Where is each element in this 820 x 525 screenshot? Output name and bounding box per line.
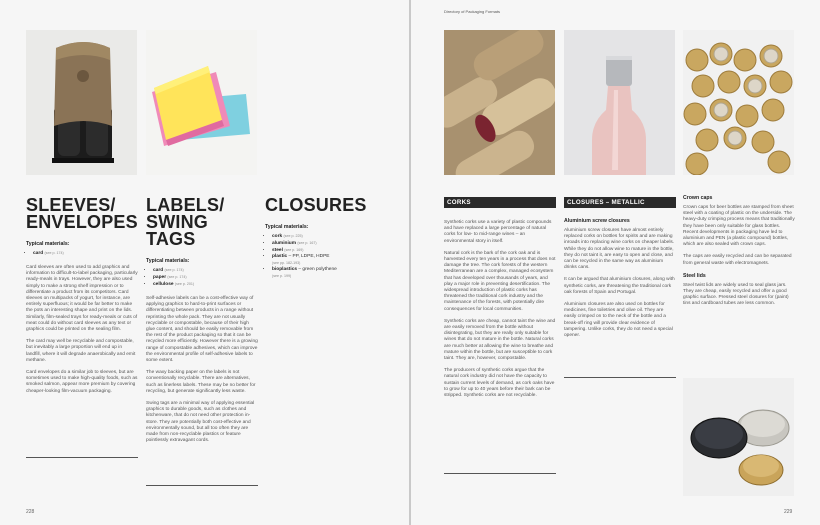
labels-paragraph: Self-adhesive labels can be a cost-effective way of applying graphics to hard-to-print surfaces or differentiating between products in a range without reprinting the whole pack. They are not usually recyclable or compostable, because of their high glue content, and should be easily removable from the rest of the product packaging so that it can be recycled more efficiently. However there is a growing range of compostable adhesives, which can improve the environmental profile of self-adhesive labels to some extent.	[146, 296, 258, 364]
material-note: (see p. 225)	[283, 234, 303, 238]
metallic-paragraph: Aluminium screw closures have almost entirely replaced corks on bottles for spirits and are making inroads into replacing wine corks on cheaper labels. While they do not allow wine to mature in the bottle, they do not taint it, are easy to open and close, and can be recycled in the same way as aluminium drinks cans.	[564, 228, 675, 271]
closures-materials-title: Typical materials:	[265, 224, 309, 230]
material-note: (see p. 199)	[272, 274, 292, 278]
material-name: card	[153, 268, 164, 273]
bottle-illustration	[564, 30, 675, 175]
folio-left: 228	[26, 509, 35, 515]
closures-heading-line-1: CLOSURES	[265, 195, 367, 215]
sleeve-photo	[26, 30, 137, 175]
left-page	[0, 0, 409, 525]
material-note: (see p. 174)	[164, 268, 184, 272]
material-item	[272, 240, 377, 247]
labels-paragraph: The waxy backing paper on the labels is not conventionally recyclable. There are alternatives, such as linerless labels. These may be no better for recycling, but generate significantly less waste.	[146, 370, 256, 394]
material-note: (see p. 169)	[284, 248, 304, 252]
labels-column	[146, 197, 258, 450]
corks-paragraph: The producers of synthetic corks argue that the natural cork industry did not have the capacity to sustain current levels of demand, as cork oaks have to grow for up to 40 years before their bark can be stripped. Synthetic corks are not recyclable.	[444, 368, 555, 399]
closures-heading	[265, 197, 377, 214]
closures-materials-list	[265, 233, 377, 280]
material-name: paper	[153, 275, 167, 280]
material-name: bioplastics	[272, 267, 298, 272]
material-extra: – PP, LDPE, HDPE	[287, 254, 330, 259]
sticky-notes-illustration	[146, 30, 257, 175]
corks-paragraph: Natural cork is the bark of the cork oak and is harvested every ten years in a process that does not damage the tree. The cork forests of the western Mediterranean are a complex, managed ecosystem that has developed over thousands of years, and play a major role in preventing desertification. The widespread introduction of plastic corks has threatened the traditional cork industry and the maintenance of the forests, with potentially dire consequences for local communities.	[444, 250, 556, 312]
metallic-rule	[564, 377, 676, 378]
material-item	[272, 247, 377, 254]
running-head: Directory of Packaging Formats	[444, 9, 501, 14]
corks-paragraph: Synthetic corks use a variety of plastic compounds and have replaced a large percentage of natural corks for low- to mid-range wines – an environmental story in itself.	[444, 220, 552, 244]
material-item	[272, 233, 377, 240]
sleeves-paragraph: The card may well be recyclable and compostable, but inevitably a large proportion will end up in landfill, where it will degrade anaerobically and emit methane.	[26, 339, 136, 363]
steel-lids-photo	[683, 378, 794, 496]
crown-caps-photo	[683, 30, 794, 175]
corks-paragraph: Synthetic corks are cheap, cannot taint the wine and are easily removed from the bottle without disintegrating, but they are really only suitable for wines that do not mature in the bottle. Natural corks are much better at allowing the wine to breathe and mature within the bottle, but are susceptible to cork taint. They are, however, compostable.	[444, 318, 556, 362]
material-note: (see p. 167)	[297, 241, 317, 245]
material-name: steel	[272, 248, 283, 253]
sleeves-paragraph: Card sleeves are often used to add graphics and information to difficult-to-label packaging, particularly ready-meals in trays. However, they are also used simply to make a strong shelf impression or to differentiate a product from its competitors. Card sleeves on multipacks of yogurt, for instance, are entirely superfluous; it would be far better to make the pots an interesting shape and print on the lids. Similarly, film-sealed trays for ready-meals or cuts of meat could do without card sleeves as any text or graphics could be printed on the sealing film.	[26, 265, 138, 333]
material-note: (see p. 174)	[167, 275, 187, 279]
closures-column	[265, 197, 377, 288]
corks-column	[444, 197, 556, 405]
labels-heading-line-2: SWING TAGS	[146, 212, 208, 249]
material-item	[153, 274, 258, 281]
corks-rule	[444, 473, 556, 474]
wine-corks-illustration	[444, 30, 555, 175]
material-item	[272, 254, 377, 267]
labels-rule	[146, 485, 258, 486]
material-item	[33, 250, 138, 257]
material-note: (see p. 174)	[44, 251, 64, 255]
material-item	[153, 267, 258, 274]
steel-lids-subhead: Steel lids	[683, 272, 706, 279]
wine-corks-photo	[444, 30, 555, 175]
metallic-paragraph: It can be argued that aluminium closures, along with synthetic corks, are threatening the traditional cork oak forests of Spain and Portugal.	[564, 277, 675, 295]
material-name: cork	[272, 234, 283, 239]
crown-paragraph: Crown caps for beer bottles are stamped from sheet steel with a coating of plastic on the underside. The heavy-duty crimping process means that traditionally they have been only suitable for glass bottles. Recent developments in packaging have led to aluminium and PEN (a plastic compound) bottles, which are also sealed with crown caps.	[683, 205, 795, 248]
labels-paragraph: Swing tags are a minimal way of applying essential graphics to durable goods, such as clothes and kitchenware, that do not need other protection in-store. They are potentially both cost-effective and environmentally sound, but all too often they are made from non-recyclable plastics or feature pointlessly extravagant cords.	[146, 401, 255, 444]
sleeves-materials-list	[26, 250, 138, 257]
material-item	[153, 281, 258, 288]
labels-materials-list	[146, 267, 258, 288]
material-note: (see p. 201)	[174, 282, 195, 286]
crown-subhead: Crown caps	[683, 195, 713, 201]
material-note: (see pp. 182-193)	[272, 261, 301, 265]
material-name: cellulose	[153, 282, 174, 287]
sleeve-illustration	[26, 30, 137, 175]
steel-lids-paragraph: Steel twist lids are widely used to seal glass jars. They are cheap, easily recycled and offer a good graphic surface. Pressed steel closures for (paint) tins and cardboard tubes are less common.	[683, 282, 789, 307]
folio-right: 229	[784, 509, 793, 515]
sleeves-rule	[26, 457, 138, 458]
corks-bar: CORKS	[444, 197, 556, 208]
sleeves-heading-line-1: SLEEVES/	[26, 195, 116, 215]
sleeves-paragraph: Card envelopes do a similar job to sleeves, but are sometimes used to make high-quality foods, such as smoked salmon, appear more premium by covering cheaper-looking film-vacuum packaging.	[26, 370, 138, 394]
sleeves-materials-title: Typical materials:	[26, 241, 70, 247]
metallic-paragraph: Aluminium closures are also used on bottles for medicines, fine toiletries and olive oil. They are easily crimped on to the neck of the bottle and a break-off ring will provide clear evidence of tampering. Unlike corks, they do not need a special opener.	[564, 302, 673, 339]
material-name: plastic	[272, 254, 288, 259]
labels-heading-line-1: LABELS/	[146, 195, 225, 215]
sleeves-heading	[26, 197, 138, 231]
screw-cap-bottle-photo	[564, 30, 675, 175]
material-name: card	[33, 251, 44, 256]
material-item	[272, 267, 377, 280]
metallic-bar: CLOSURES – METALLIC	[564, 197, 676, 208]
labels-heading	[146, 197, 258, 248]
material-name: aluminium	[272, 241, 296, 246]
crown-paragraph: The caps are easily recycled and can be separated from general waste with electromagnets.	[683, 254, 792, 266]
crown-column	[683, 195, 795, 314]
metallic-column	[564, 197, 676, 345]
metallic-subhead: Aluminium screw closures	[564, 218, 630, 224]
sleeves-heading-line-2: ENVELOPES	[26, 212, 138, 232]
labels-materials-title: Typical materials:	[146, 258, 190, 264]
sleeves-column	[26, 197, 138, 401]
steel-lids-illustration	[683, 378, 794, 496]
crown-caps-illustration	[683, 30, 794, 175]
sticky-notes-photo	[146, 30, 257, 175]
material-extra: – green polythene	[297, 267, 337, 272]
